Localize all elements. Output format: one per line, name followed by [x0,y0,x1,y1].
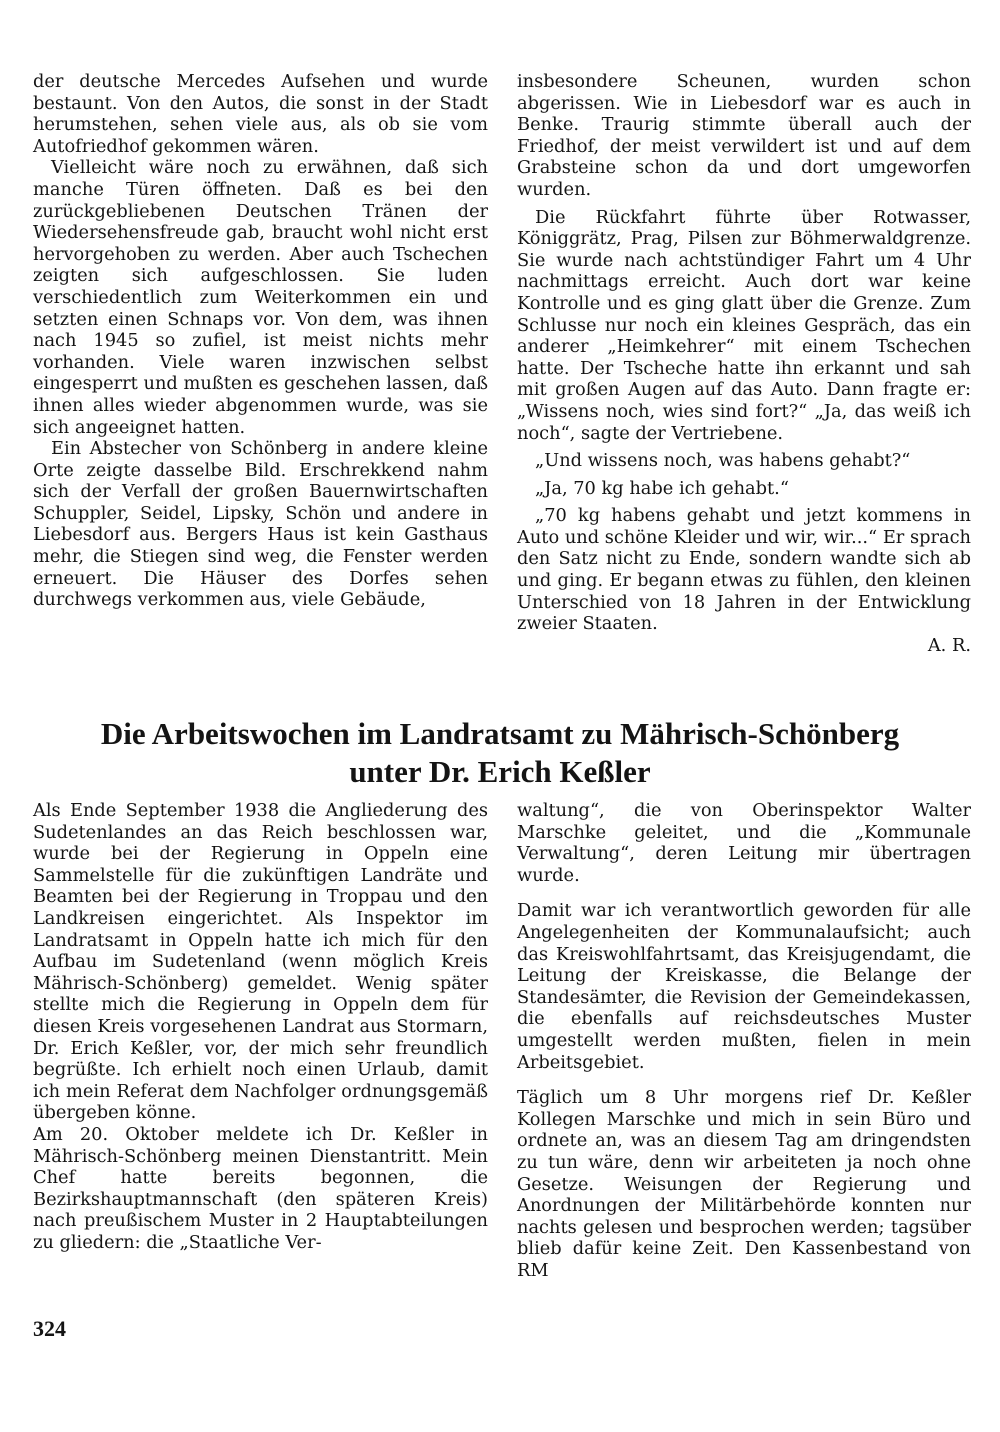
paragraph: Am 20. Oktober meldete ich Dr. Keßler in Mährisch-Schönberg meinen Dienstantritt. Mein Chef hatte bereits begonnen, die Bezirkshauptmannschaft (den späteren Kreis) nach preußischem Muster in 2 Hauptabteilungen zu gliedern: die „Staatliche Ver- [33,1123,488,1253]
paragraph: „Ja, 70 kg habe ich gehabt.“ [535,477,789,499]
paragraph: waltung“, die von Oberinspektor Walter Marschke geleitet, und die „Kommunale Verwaltung“, deren Leitung mir übertragen wurde. [517,800,971,886]
paragraph: „70 kg habens gehabt und jetzt kommens in Auto und schöne Kleider und wir, wir...“ Er sprach den Satz nicht zu Ende, sondern wandte sich ab und ging. Er begann etwas zu fühlen, den kleinen Unterschied von 18 Jahren in der Entwicklung zweier Staaten. [517,505,971,635]
paragraph: insbesondere Scheunen, wurden schon abgerissen. Wie in Liebesdorf war es auch in Benke. Traurig stimmte überall auch der Friedhof, der meist verwildert ist und auf dem Grabsteine schon da und dort umgeworfen wurden. [517,71,971,200]
bottom-article-right-column [517,800,971,1281]
page-number: 324 [33,1316,66,1341]
top-article-left-column [33,71,488,611]
paragraph: Täglich um 8 Uhr morgens rief Dr. Keßler Kollegen Marschke und mich in sein Büro und ordnete an, was an diesem Tag am dringendsten zu tun wäre, denn wir arbeiteten ja noch ohne Gesetze. Weisungen der Regierung und Anordnungen der Militärbehörde konnten nur nachts gelesen und besprochen werden; tagsüber blieb dafür keine Zeit. Den Kassenbestand von RM [517,1087,971,1281]
author-signature-line [517,635,971,657]
paragraph: der deutsche Mercedes Aufsehen und wurde bestaunt. Von den Autos, die sonst in der Stadt herumstehen, sehen viele aus, als ob sie vom Autofriedhof gekommen wären. [33,71,488,157]
paragraph: Vielleicht wäre noch zu erwähnen, daß sich manche Türen öffneten. Daß es bei den zurückgebliebenen Deutschen Tränen der Wiedersehensfreude gab, braucht wohl nicht erst hervorgehoben zu werden. Aber auch Tschechen zeigten sich aufgeschlossen. Sie luden verschiedentlich zum Weiterkommen ein und setzten einen Schnaps vor. Von dem, was ihnen nach 1945 so zufiel, ist meist nichts mehr vorhanden. Viele waren inzwischen selbst eingesperrt und mußten es geschehen lassen, daß ihnen alles wieder abgenommen wurde, was sie sich angeeignet hatten. [33,157,488,438]
top-article-right-column [517,71,971,656]
paragraph: Die Rückfahrt führte über Rotwasser, Königgrätz, Prag, Pilsen zur Böhmerwaldgrenze. Sie wurde nach achtstündiger Fahrt um 4 Uhr nachmittags erreicht. Auch dort war keine Kontrolle und es ging glatt über die Grenze. Zum Schlusse nur noch ein kleines Gespräch, das ein anderer „Heimkehrer“ mit einem Tschechen hatte. Der Tscheche hatte ihn erkannt und sah mit großen Augen auf das Auto. Dann fragte er: „Wissens noch, wies sind fort?“ „Ja, das weiß ich noch“, sagte der Vertriebene. [517,206,971,444]
paragraph: Ein Abstecher von Schönberg in andere kleine Orte zeigte dasselbe Bild. Erschrekkend nahm sich der Verfall der großen Bauernwirtschaften Schuppler, Seidel, Lipsky, Schön und andere in Liebesdorf aus. Bergers Haus ist kein Gasthaus mehr, die Stiegen sind weg, die Fenster werden erneuert. Die Häuser des Dorfes sehen durchwegs verkommen aus, viele Gebäude, [33,438,488,611]
paragraph: „Und wissens noch, was habens gehabt?“ [535,450,911,472]
article-title-line-2: unter Dr. Erich Keßler [349,754,651,789]
article-title [60,715,940,791]
paragraph: Damit war ich verantwortlich geworden für alle Angelegenheiten der Kommunalaufsicht; auch das Kreiswohlfahrtsamt, das Kreisjugendamt, die Leitung der Kreiskasse, die Belange der Standesämter, die Revision der Gemeindekassen, die ebenfalls auf reichsdeutsches Muster umgestellt werden mußten, fielen in mein Arbeitsgebiet. [517,900,971,1073]
author-initials: A. R. [927,634,971,656]
bottom-article-left-column [33,800,488,1253]
article-title-line-1: Die Arbeitswochen im Landratsamt zu Mährisch-Schönberg [100,716,900,751]
paragraph: Als Ende September 1938 die Angliederung des Sudetenlandes an das Reich beschlossen war, wurde bei der Regierung in Oppeln eine Sammelstelle für die zukünftigen Landräte und Beamten bei der Regierung in Troppau und den Landkreisen eingerichtet. Als Inspektor im Landratsamt in Oppeln hatte ich mich für den Aufbau im Sudetenland (wenn möglich Kreis Mährisch-Schönberg) gemeldet. Wenig später stellte mich die Regierung in Oppeln dem für diesen Kreis vorgesehenen Landrat aus Stormarn, Dr. Erich Keßler, vor, der mich sehr freundlich begrüßte. Ich erhielt noch einen Urlaub, damit ich mein Referat dem Nachfolger ordnungsgemäß übergeben könne. [33,800,488,1124]
